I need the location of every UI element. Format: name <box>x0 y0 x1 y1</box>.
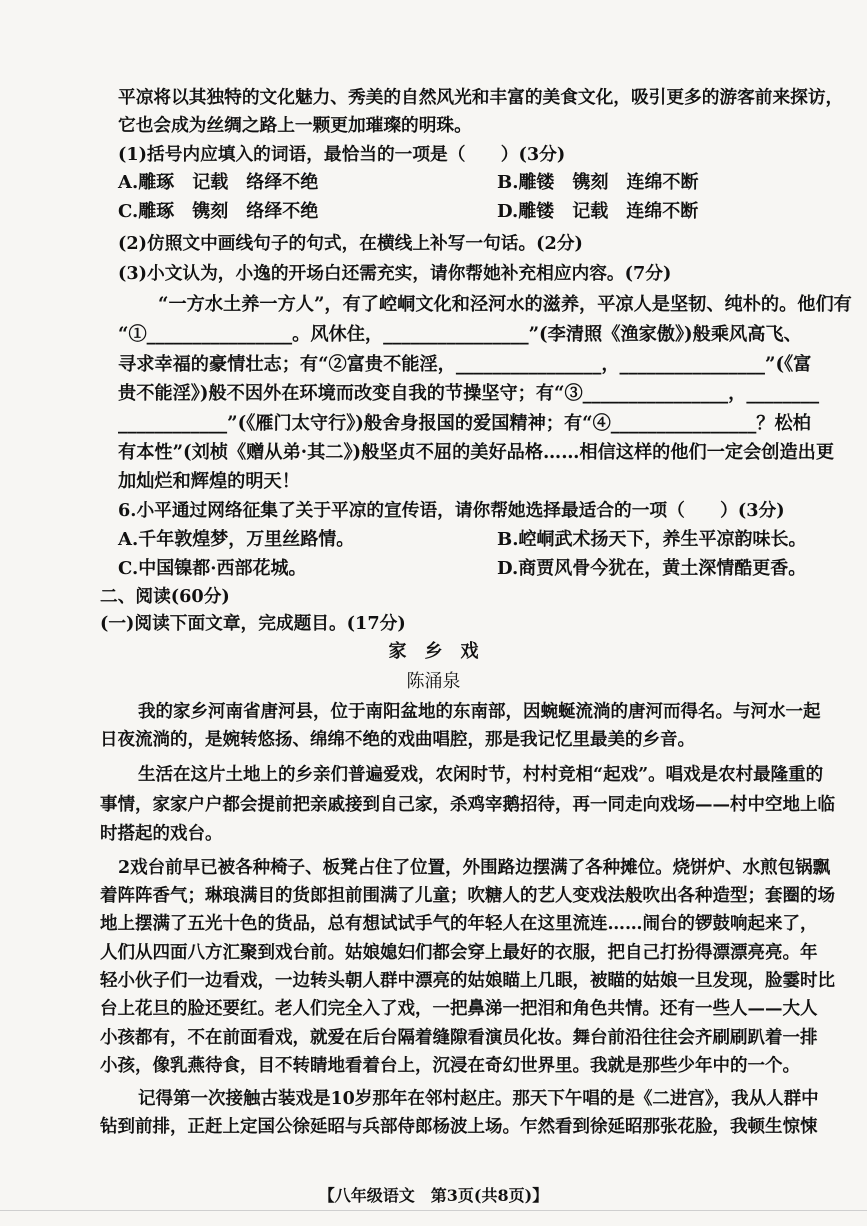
text-line: ____________”(《雁门太守行》)般舍身报国的爱国精神；有“④________________？松柏 <box>118 413 811 434</box>
text-line: 事情，家家户户都会提前把亲戚接到自己家，杀鸡宰鹅招待，再一同走向戏场——村中空地上临 <box>100 795 835 815</box>
page-footer: 【八年级语文 第3页(共8页)】 <box>318 1186 549 1205</box>
text-line: 钻到前排，正赶上定国公徐延昭与兵部侍郎杨波上场。乍然看到徐延昭那张花脸，我顿生惊悚 <box>100 1117 818 1137</box>
text-line: (一)阅读下面文章，完成题目。(17分) <box>100 613 406 634</box>
answer-option: A.千年敦煌梦，万里丝路情。 <box>118 529 355 550</box>
answer-option: A.雕琢 记载 络绎不绝 <box>118 172 319 193</box>
answer-option: D.雕镂 记载 连绵不断 <box>497 201 699 222</box>
answer-option: D.商贾风骨今犹在，黄土深情酷更香。 <box>497 558 807 579</box>
text-line: (1)括号内应填入的词语，最恰当的一项是（ ）(3分) <box>118 144 566 165</box>
text-line: 着阵阵香气；琳琅满目的货郎担前围满了儿童；吹糖人的艺人变戏法般吹出各种造型；套圈的场 <box>100 886 835 906</box>
text-line: “一方水土养一方人”，有了崆峒文化和泾河水的滋养，平凉人是坚韧、纯朴的。他们有 <box>158 294 852 315</box>
text-line: 台上花旦的脸还要红。老人们完全入了戏，一把鼻涕一把泪和角色共情。还有一些人——大人 <box>100 999 818 1019</box>
text-line: 加灿烂和辉煌的明天！ <box>118 471 300 492</box>
text-line: (2)仿照文中画线句子的句式，在横线上补写一句话。(2分) <box>118 233 583 254</box>
text-line: (3)小文认为，小逸的开场白还需充实，请你帮她补充相应内容。(7分) <box>118 263 672 284</box>
text-line: “①________________。风休住，________________”(李清照《渔家傲》)般乘风高飞、 <box>118 324 802 345</box>
text-line: 小孩都有，不在前面看戏，就爱在后台隔着缝隙看演员化妆。舞台前沿往往会齐刷刷趴着一排 <box>100 1028 818 1048</box>
answer-option: C.雕琢 镌刻 络绎不绝 <box>118 201 319 222</box>
text-line: 地上摆满了五光十色的货品，总有想试试手气的年轻人在这里流连……闹台的锣鼓响起来了， <box>100 914 818 934</box>
text-line: 二、阅读(60分) <box>100 586 230 607</box>
text-line: 6.小平通过网络征集了关于平凉的宣传语，请你帮她选择最适合的一项（ ）(3分) <box>118 500 785 521</box>
footer-divider <box>0 1210 867 1211</box>
answer-option: B.崆峒武术扬天下，养生平凉韵味长。 <box>497 529 807 550</box>
text-line: 小孩，像乳燕待食，目不转睛地看着台上，沉浸在奇幻世界里。我就是那些少年中的一个。 <box>100 1056 800 1076</box>
article-title: 家 乡 戏 <box>388 641 479 662</box>
text-line: 日夜流淌的，是婉转悠扬、绵绵不绝的戏曲唱腔，那是我记忆里最美的乡音。 <box>100 730 695 750</box>
text-line: 寻求幸福的豪情壮志；有“②富贵不能淫，________________，________________”(《富 <box>118 354 812 375</box>
text-line: 它也会成为丝绸之路上一颗更加璀璨的明珠。 <box>118 115 472 136</box>
text-line: 生活在这片土地上的乡亲们普遍爱戏，农闲时节，村村竞相“起戏”。唱戏是农村最隆重的 <box>138 765 824 785</box>
answer-option: C.中国镍都·西部花城。 <box>118 558 307 579</box>
text-line: 有本性”(刘桢《赠从弟·其二》)般坚贞不屈的美好品格……相信这样的他们一定会创造出更 <box>118 442 835 463</box>
text-line: 平凉将以其独特的文化魅力、秀美的自然风光和丰富的美食文化，吸引更多的游客前来探访， <box>118 87 844 108</box>
text-line: 轻小伙子们一边看戏，一边转头朝人群中漂亮的姑娘瞄上几眼，被瞄的姑娘一旦发现，脸霎时比 <box>100 971 835 991</box>
text-line: 人们从四面八方汇聚到戏台前。姑娘媳妇们都会穿上最好的衣服，把自己打扮得漂漂亮亮。年 <box>100 943 818 963</box>
text-line: 贵不能淫》)般不因外在环境而改变自我的节操坚守；有“③________________，________ <box>118 383 820 404</box>
article-author: 陈涌泉 <box>406 671 461 692</box>
text-line: 我的家乡河南省唐河县，位于南阳盆地的东南部，因蜿蜒流淌的唐河而得名。与河水一起 <box>138 702 821 722</box>
text-line: 2戏台前早已被各种椅子、板凳占住了位置，外围路边摆满了各种摊位。烧饼炉、水煎包锅飘 <box>118 858 831 878</box>
answer-option: B.雕镂 镌刻 连绵不断 <box>497 172 699 193</box>
text-line: 时搭起的戏台。 <box>100 824 223 844</box>
text-line: 记得第一次接触古装戏是10岁那年在邻村赵庄。那天下午唱的是《二进宫》，我从人群中 <box>138 1089 819 1109</box>
